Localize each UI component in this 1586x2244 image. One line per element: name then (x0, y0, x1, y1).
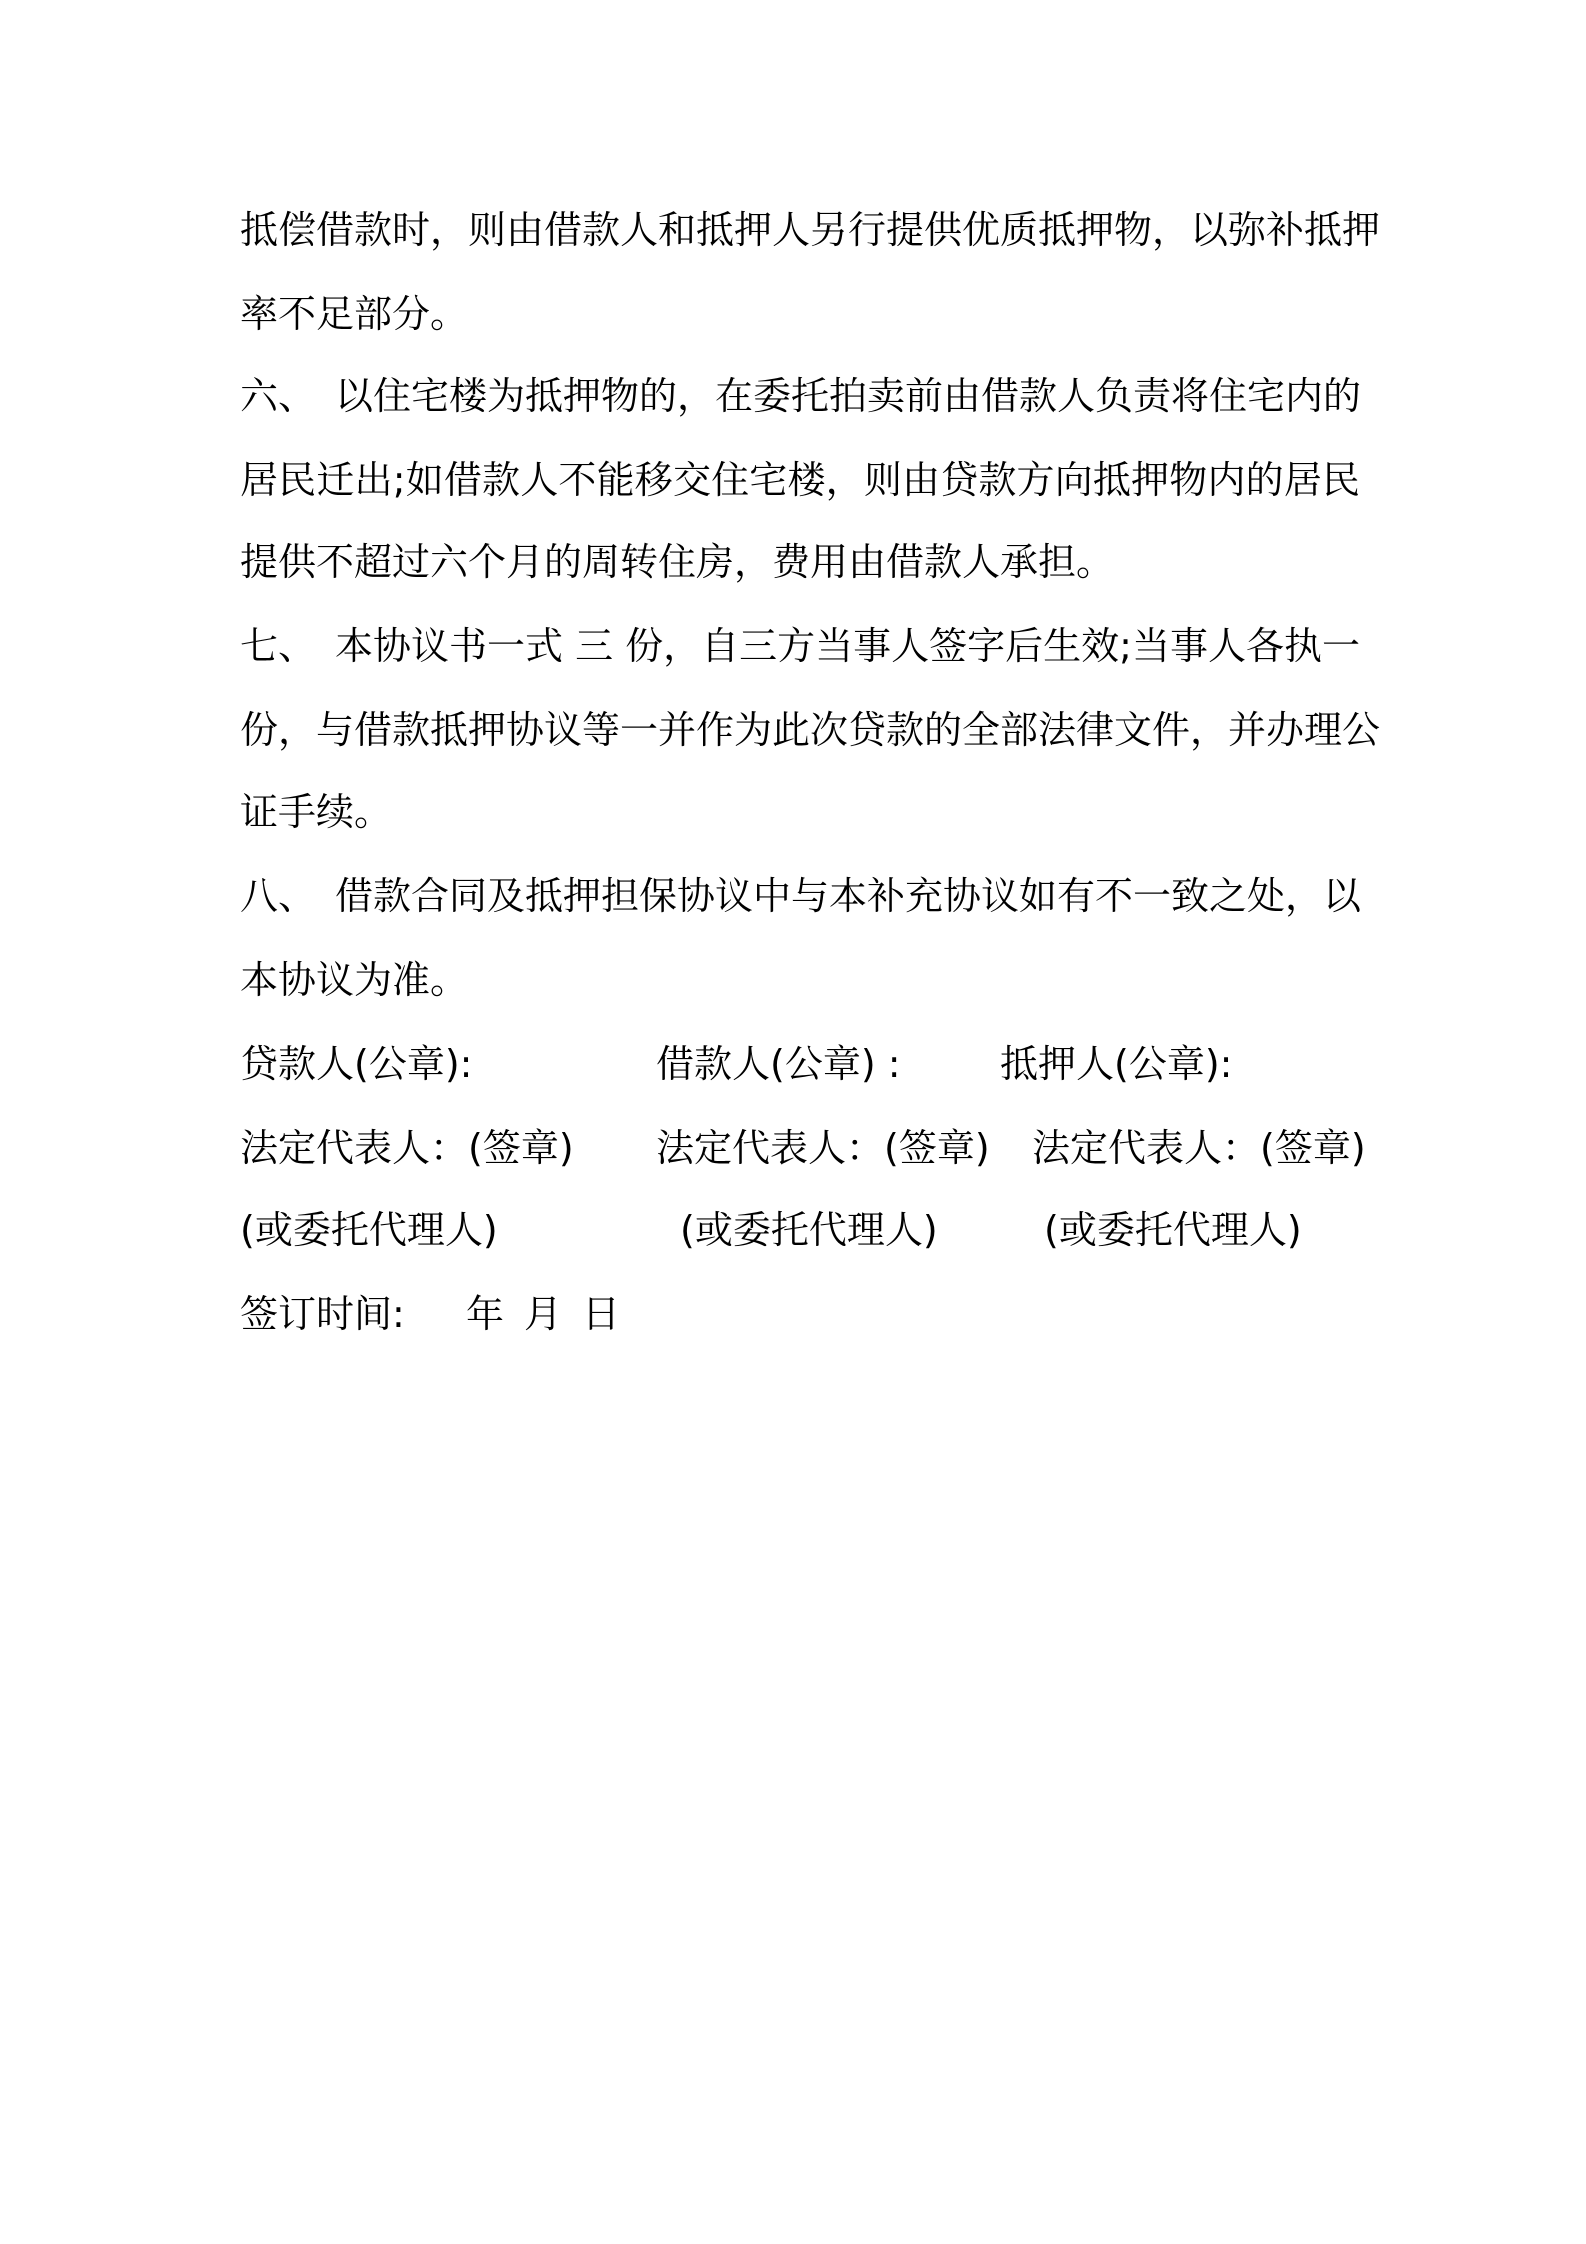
clause6-number: 六、 (240, 374, 317, 418)
paragraph5-line1: 抵偿借款时，则由借款人和抵押人另行提供优质抵押物，以弥补抵押 (240, 208, 1381, 252)
clause6-text1: 以住宅楼为抵押物的，在委托拍卖前由借款人负责将住宅内的 (335, 374, 1362, 418)
lender-rep-label: 法定代表人：(签章) (240, 1126, 574, 1170)
lender-agent-label: (或委托代理人) (240, 1208, 498, 1252)
clause8-line1 (240, 872, 1360, 920)
lender-seal-label: 贷款人(公章): (240, 1042, 473, 1086)
clause8-number: 八、 (240, 874, 317, 918)
borrower-rep-label: 法定代表人：(签章) (656, 1126, 990, 1170)
clause6-line3: 提供不超过六个月的周转住房，费用由借款人承担。 (240, 540, 1115, 584)
mortgagor-seal-label: 抵押人(公章): (1000, 1042, 1233, 1086)
clause6-line2: 居民迁出;如借款人不能移交住宅楼，则由贷款方向抵押物内的居民 (240, 458, 1360, 502)
borrower-agent-label: (或委托代理人) (680, 1208, 938, 1252)
clause8-text1: 借款合同及抵押担保协议中与本补充协议如有不一致之处，以 (335, 874, 1362, 918)
mortgagor-rep-label: 法定代表人：(签章) (1032, 1126, 1366, 1170)
sign-date-label: 签订时间: (240, 1292, 405, 1336)
borrower-seal-label: 借款人(公章) : (656, 1042, 901, 1086)
sign-date-day: 日 (582, 1292, 621, 1336)
clause7-line1 (240, 622, 1360, 670)
paragraph5-line2: 率不足部分。 (240, 292, 469, 336)
clause7-text1: 本协议书一式 三 份，自三方当事人签字后生效;当事人各执一 (335, 624, 1360, 668)
clause7-line3: 证手续。 (240, 790, 393, 834)
mortgagor-agent-label: (或委托代理人) (1044, 1208, 1302, 1252)
sign-date-year: 年 (466, 1292, 505, 1336)
clause7-number: 七、 (240, 624, 317, 668)
clause7-line2: 份，与借款抵押协议等一并作为此次贷款的全部法律文件，并办理公 (240, 708, 1381, 752)
sign-date-month: 月 (524, 1292, 563, 1336)
clause8-line2: 本协议为准。 (240, 958, 469, 1002)
clause6-line1 (240, 372, 1360, 420)
